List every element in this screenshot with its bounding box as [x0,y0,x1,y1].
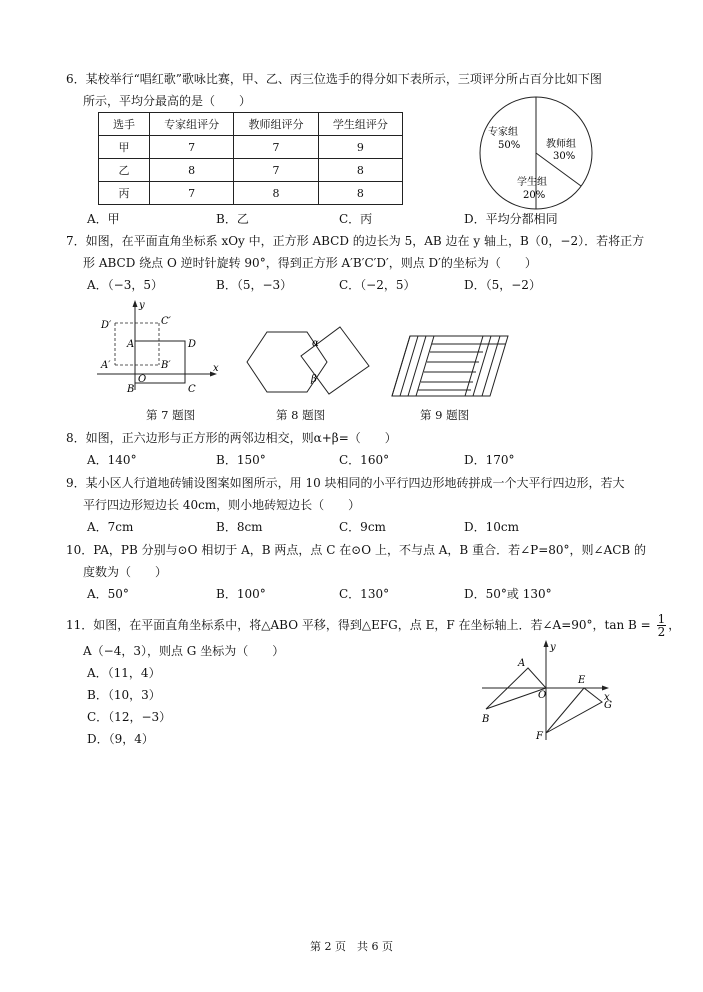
q11-y-arrow [544,640,549,647]
table-cell: 7 [234,136,318,159]
q10-stem-line2: 度数为（ ） [83,565,168,579]
q11-x-arrow [602,686,609,691]
q8-option-a[interactable]: A．140° [87,453,137,467]
q8-option-b[interactable]: B．150° [216,453,266,467]
q6-option-a[interactable]: A．甲 [87,212,120,226]
q11-label-g: G [604,700,612,711]
q11-label-a: A [518,658,526,669]
q6-option-c[interactable]: C．丙 [339,212,373,226]
fig7-label-a: A [127,339,135,350]
q7-stem-line2: 形 ABCD 绕点 O 逆时针旋转 90°，得到正方形 A′B′C′D′，则点 D′的坐标为（ ） [83,256,537,270]
table-row [99,136,403,159]
q9-option-b[interactable]: B．8cm [216,520,263,534]
q10-stem-line1: 10．PA，PB 分别与⊙O 相切于 A，B 两点，点 C 在⊙O 上，不与点 A，B 重合．若∠P=80°，则∠ACB 的 [66,543,647,557]
q11-option-b[interactable]: B．（10，3） [87,688,161,702]
table-row [99,182,403,205]
table-row [99,159,403,182]
table-cell: 8 [234,182,318,205]
fig7-label-a-prime: A′ [101,360,111,371]
pie-value-experts: 50% [498,140,521,151]
table-header-cell: 学生组评分 [318,113,402,136]
q6-stem-line2: 所示，平均分最高的是（ ） [83,94,252,108]
q8-option-d[interactable]: D．170° [464,453,515,467]
q10-option-d[interactable]: D．50°或 130° [464,587,552,601]
table-cell: 丙 [99,182,150,205]
fig9-tile-line [416,336,434,396]
table-header-row [99,113,403,136]
q6-option-d[interactable]: D．平均分都相同 [464,212,558,226]
fig7-label-c: C [188,384,196,395]
pie-value-students: 20% [523,190,546,201]
table-cell: 8 [318,159,402,182]
table-header-cell: 选手 [99,113,150,136]
table-cell: 8 [150,159,234,182]
q10-option-c[interactable]: C．130° [339,587,390,601]
q11-option-c[interactable]: C．（12，−3） [87,710,172,724]
pie-label-experts: 专家组 [488,127,518,138]
table-cell: 乙 [99,159,150,182]
q11-fraction-den: 2 [657,625,666,639]
q11-label-y: y [550,642,556,653]
q11-fraction [657,613,667,638]
q9-stem-line1: 9．某小区人行道地砖铺设图案如图所示，用 10 块相同的小平行四边形地砖拼成一个大平行四边形，若大 [66,476,625,490]
fig7-label-c-prime: C′ [161,316,171,327]
q7-option-b[interactable]: B．（5，−3） [216,278,293,292]
q11-stem-end: ， [668,618,681,632]
q8-option-c[interactable]: C．160° [339,453,390,467]
q11-option-a[interactable]: A．（11，4） [87,666,161,680]
q7-option-d[interactable]: D．（5，−2） [464,278,541,292]
q6-stem-line1: 6．某校举行“唱红歌”歌咏比赛，甲、乙、丙三位选手的得分如下表所示，三项评分所占百分比如下图 [66,72,602,86]
q6-score-table [98,112,403,205]
table-cell: 8 [318,182,402,205]
fig7-caption: 第 7 题图 [146,408,196,422]
fig9-tile-line [400,336,418,396]
q9-stem-line2: 平行四边形短边长 40cm，则小地砖短边长（ ） [83,498,361,512]
q11-triangle-efg [546,688,602,733]
q8-stem: 8．如图，正六边形与正方形的两邻边相交，则α+β=（ ） [66,431,397,445]
q6-option-b[interactable]: B．乙 [216,212,249,226]
fig9-caption: 第 9 题图 [420,408,470,422]
fig8-caption: 第 8 题图 [276,408,326,422]
table-header-cell: 专家组评分 [150,113,234,136]
pie-label-teachers: 教师组 [546,139,576,150]
table-cell: 9 [318,136,402,159]
fig7-coordinate-figure [95,298,230,398]
fig9-tile-pattern [390,330,520,402]
q11-option-d[interactable]: D．（9，4） [87,732,154,746]
fig9-tile-line [392,336,410,396]
fig7-label-o: O [138,374,147,385]
q7-option-a[interactable]: A．（−3，5） [87,278,163,292]
q9-option-d[interactable]: D．10cm [464,520,519,534]
page-footer: 第 2 页 共 6 页 [310,940,393,953]
q11-label-o: O [538,690,547,701]
fig7-label-b: B [127,384,135,395]
fig8-label-alpha: α [312,338,319,349]
table-cell: 7 [150,182,234,205]
q9-option-a[interactable]: A．7cm [87,520,134,534]
fig7-y-arrow [133,300,138,307]
pie-label-students: 学生组 [517,177,547,188]
q11-stem-line2: A（−4，3），则点 G 坐标为（ ） [83,644,285,658]
pie-value-teachers: 30% [553,151,576,162]
table-cell: 甲 [99,136,150,159]
q6-pie-chart [470,95,610,215]
q10-option-b[interactable]: B．100° [216,587,266,601]
fig7-label-d-prime: D′ [101,320,112,331]
fig7-label-b-prime: B′ [161,360,171,371]
q7-option-c[interactable]: C．（−2，5） [339,278,416,292]
fig7-label-x: x [213,363,219,374]
q10-option-a[interactable]: A．50° [87,587,129,601]
fig7-label-d: D [188,339,197,350]
fig7-label-y: y [139,300,145,311]
q9-option-c[interactable]: C．9cm [339,520,386,534]
fig9-tile-line [465,336,483,396]
fig9-tile-line [482,336,500,396]
q11-coordinate-figure [478,638,618,743]
q11-fraction-num: 1 [657,612,666,626]
table-cell: 7 [234,159,318,182]
q11-label-e: E [578,675,586,686]
table-cell: 7 [150,136,234,159]
q7-stem-line1: 7．如图，在平面直角坐标系 xOy 中，正方形 ABCD 的边长为 5，AB 边在 y 轴上，B（0，−2）．若将正方 [66,234,645,248]
q11-label-x: x [604,692,610,703]
table-header-cell: 教师组评分 [234,113,318,136]
fig8-label-beta: β [311,374,317,385]
fig9-tile-line [408,336,426,396]
q11-label-b: B [482,714,490,725]
fig9-tile-line [473,336,491,396]
q11-stem-text: 11．如图，在平面直角坐标系中，将△ABO 平移，得到△EFG，点 E，F 在坐标轴上．若∠A=90°，tan B = [66,618,651,632]
q11-label-f: F [536,731,543,742]
fig8-hexagon-square [245,322,375,402]
q11-stem-line1 [66,613,680,638]
